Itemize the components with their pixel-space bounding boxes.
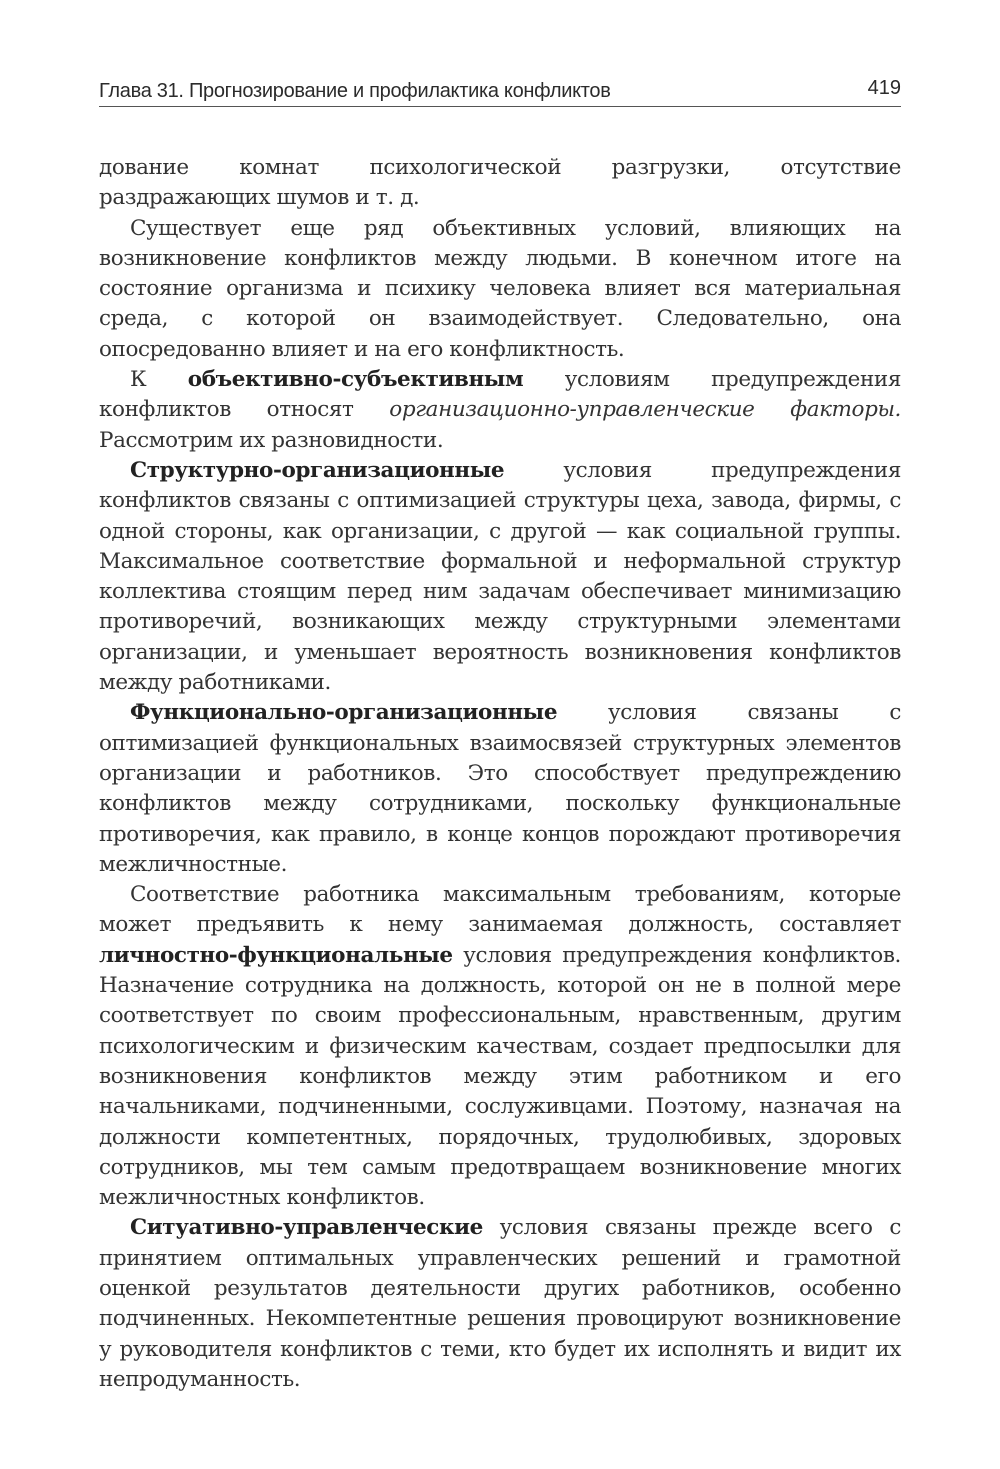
paragraph-text: Соответствие работника максимальным требованиям, которые может предъявить к нему занимаемая должность, составляет [99, 882, 901, 938]
paragraph-text: условиям предупреждения конфликтов относят [99, 367, 901, 423]
paragraph [99, 456, 901, 698]
paragraph [99, 880, 901, 1213]
paragraph [99, 365, 901, 456]
paragraph-continued [99, 153, 901, 214]
running-header [99, 72, 901, 107]
paragraph [99, 214, 901, 365]
chapter-title: Глава 31. Прогнозирование и профилактика конфликтов [99, 80, 611, 102]
page-body [99, 153, 901, 1395]
paragraph-text: дование комнат психологической разгрузки, отсутствие раздражающих шумов и т. д. [99, 155, 901, 211]
paragraph-text: условия предупреждения конфликтов. Назначение сотрудника на должность, которой он не в полной мере соответствует по своим профессиональным, нравственным, другим психологическим и физическим качествам, создает предпосылки для возникновения конфликтов между этим работником и его начальниками, подчиненными, сослуживцами. Поэтому, назначая на должности компетентных, порядочных, трудолюбивых, здоровых сотрудников, мы тем самым предотвращаем возникновение многих межличностных конфликтов. [99, 942, 901, 1211]
italic-term: организационно-управленческие факторы. [389, 397, 901, 423]
bold-term: личностно-функциональные [99, 942, 453, 968]
paragraph-text: условия предупреждения конфликтов связаны с оптимизацией структуры цеха, завода, фирмы, с одной стороны, как организации, с другой — как социальной группы. Максимальное соответствие формальной и неформальной структур коллектива стоящим перед ним задачам обеспечивает минимизацию противоречий, возникающих между структурными элементами организации, и уменьшает вероятность возникновения конфликтов между работниками. [99, 457, 901, 696]
page-number: 419 [867, 77, 901, 99]
paragraph-text: К [130, 367, 188, 393]
bold-term: Структурно-организационные [130, 457, 505, 483]
paragraph-text: условия связаны с оптимизацией функциональных взаимосвязей структурных элементов организации и работников. Это способствует предупреждению конфликтов между сотрудниками, поскольку функциональные противоречия, как правило, в конце концов порождают противоречия межличностные. [99, 700, 901, 877]
paragraph-text: Рассмотрим их разновидности. [99, 427, 444, 453]
paragraph [99, 698, 901, 880]
bold-term: объективно-субъективным [187, 367, 524, 393]
bold-term: Функционально-организационные [130, 700, 558, 726]
bold-term: Ситуативно-управленческие [130, 1215, 483, 1241]
paragraph-text: условия связаны прежде всего с принятием оптимальных управленческих решений и грамотной оценкой результатов деятельности других работников, особенно подчиненных. Некомпетентные решения провоцируют возникновение у руководителя конфликтов с теми, кто будет их исполнять и видит их непродуманность. [99, 1215, 901, 1392]
paragraph-text: Существует еще ряд объективных условий, влияющих на возникновение конфликтов между людьми. В конечном итоге на состояние организма и психику человека влияет вся материальная среда, с которой он взаимодействует. Следовательно, она опосредованно влияет и на его конфликтность. [99, 215, 901, 362]
paragraph [99, 1213, 901, 1395]
